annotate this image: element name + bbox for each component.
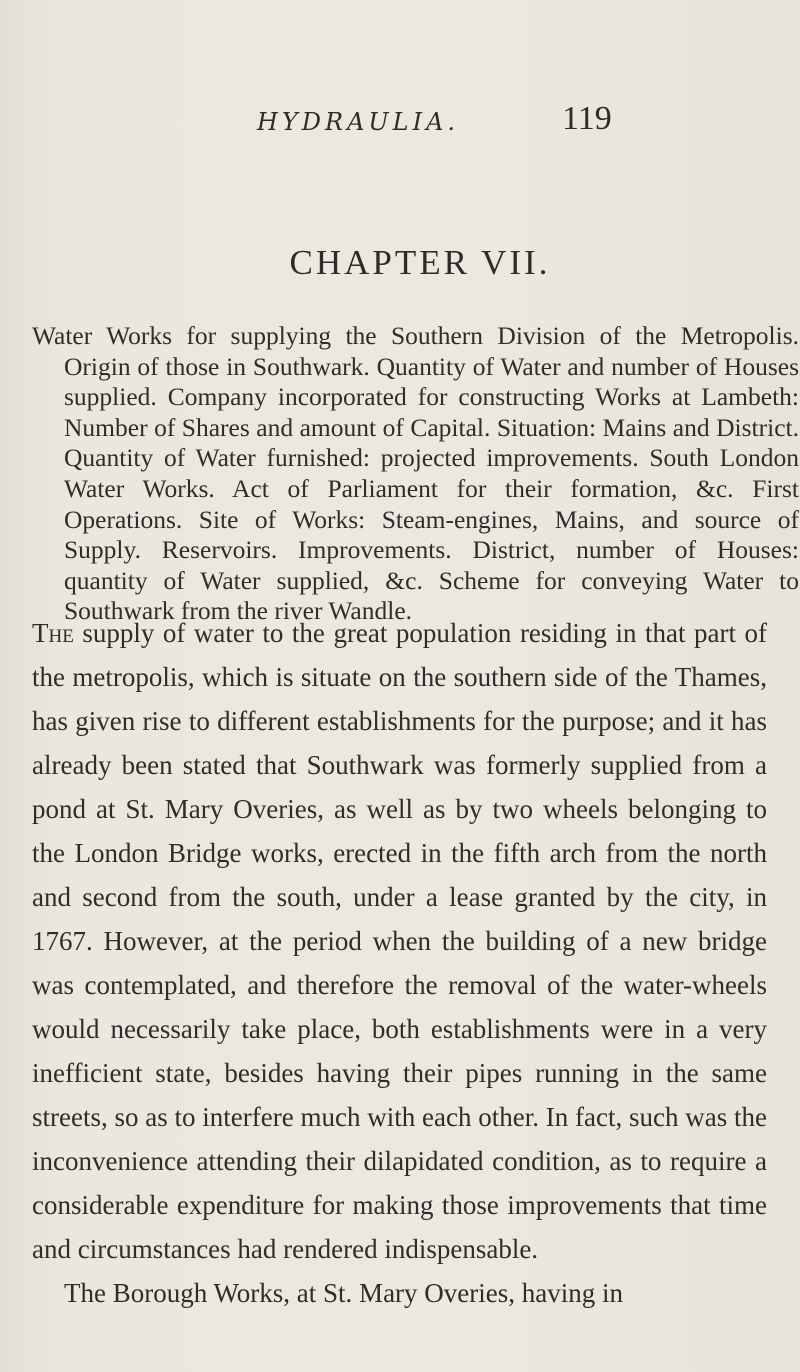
running-header: [0, 100, 800, 140]
chapter-summary: Water Works for supplying the Southern Division of the Metropolis. Origin of those in Southwark. Quantity of Water and number of Houses supplied. Company incorporated for constructing Works at Lambeth: Number of Shares and amount of Capital. Situation: Mains and District. Quantity of Water furnished: projected improvements. South London Water Works. Act of Parliament for their formation, &c. First Operations. Site of Works: Steam-engines, Mains, and source of Supply. Reservoirs. Improvements. District, number of Houses: quantity of Water supplied, &c. Scheme for conveying Water to Southwark from the river Wandle.: [32, 321, 799, 626]
page-number: 119: [562, 100, 612, 137]
paragraph-2: The Borough Works, at St. Mary Overies, having in: [64, 1278, 623, 1308]
paragraph-1-text: supply of water to the great population residing in that part of the metropolis, which is situate on the southern side of the Thames, has given rise to different establishments for the purpose; and it has already been stated that Southwark was formerly supplied from a pond at St. Mary Overies, as well as by two wheels belonging to the London Bridge works, erected in the fifth arch from the north and second from the south, under a lease granted by the city, in 1767. However, at the period when the building of a new bridge was contemplated, and therefore the removal of the water-wheels would necessarily take place, both establishments were in a very inefficient state, besides having their pipes running in the same streets, so as to interfere much with each other. In fact, such was the inconvenience attending their dilapidated condition, as to require a considerable expenditure for making those improvements that time and circumstances had rendered indispensable.: [32, 618, 767, 1264]
body-text: [32, 611, 767, 1315]
running-title: HYDRAULIA.: [257, 108, 460, 136]
paragraph-initial-word: The: [32, 618, 74, 648]
chapter-title: CHAPTER VII.: [289, 243, 551, 282]
paragraph-1: [32, 611, 767, 1271]
